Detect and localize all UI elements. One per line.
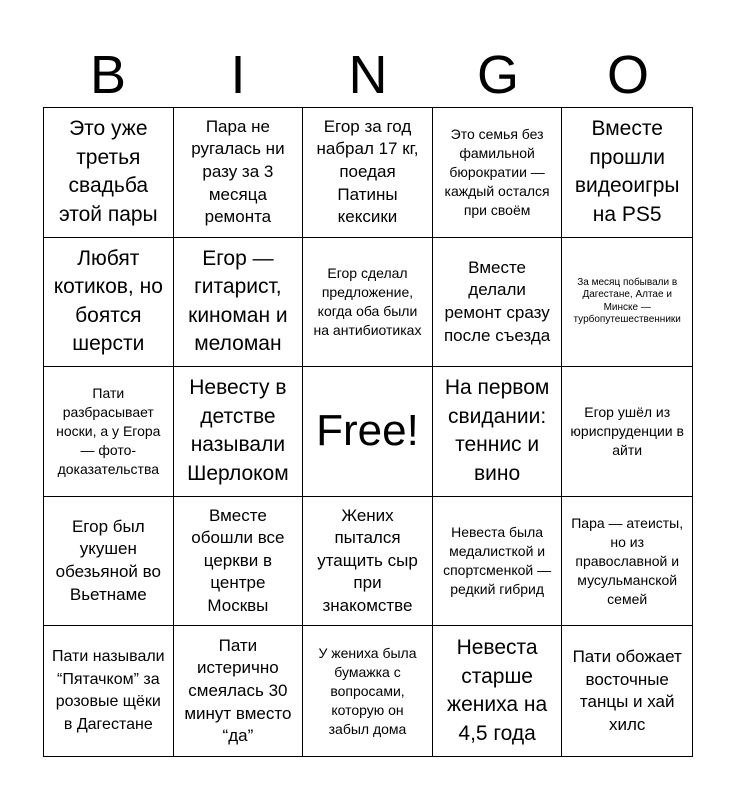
bingo-cell[interactable]: Невесту в детстве называли Шерлоком [174, 367, 304, 497]
bingo-cell[interactable]: Пати истерично смеялась 30 минут вместо “да” [174, 626, 304, 756]
bingo-cell[interactable]: Вместе обошли все церкви в центре Москвы [174, 497, 304, 627]
bingo-cell[interactable]: Егор за год набрал 17 кг, поедая Патины кексики [303, 108, 433, 238]
bingo-cell[interactable]: Егор ушёл из юриспруденции в айти [562, 367, 692, 497]
header-letter-n: N [348, 45, 388, 105]
bingo-cell[interactable]: Невеста старше жениха на 4,5 года [433, 626, 563, 756]
bingo-cell[interactable]: Пара — атеисты, но из православной и мусульманской семей [562, 497, 692, 627]
bingo-cell[interactable]: Егор — гитарист, киноман и меломан [174, 238, 304, 368]
bingo-cell[interactable]: Вместе делали ремонт сразу после съезда [433, 238, 563, 368]
bingo-board [43, 107, 693, 757]
bingo-cell[interactable]: Любят котиков, но боятся шерсти [44, 238, 174, 368]
header-letter-o: O [606, 45, 649, 105]
bingo-cell[interactable]: Пати называли “Пятачком” за розовые щёки в Дагестане [44, 626, 174, 756]
bingo-cell[interactable]: Егор сделал предложение, когда оба были на антибиотиках [303, 238, 433, 368]
bingo-cell[interactable]: На первом свидании: теннис и вино [433, 367, 563, 497]
bingo-cell[interactable]: Пати обожает восточные танцы и хай хилс [572, 646, 682, 734]
bingo-cell[interactable]: Пати разбрасывает носки, а у Егора — фото-доказательства [44, 367, 174, 497]
bingo-header [43, 44, 693, 106]
bingo-cell[interactable]: Пара не ругалась ни разу за 3 месяца ремонта [174, 108, 304, 238]
bingo-cell[interactable]: Егор был укушен обезьяной во Вьетнаме [44, 497, 174, 627]
bingo-cell[interactable]: Вместе прошли видеоигры на PS5 [562, 108, 692, 238]
header-letter-g: G [476, 45, 519, 105]
bingo-cell[interactable]: За месяц побывали в Дагестане, Алтае и Минске — турбопутешественники [562, 238, 692, 368]
header-letter-b: B [89, 45, 127, 105]
bingo-cell[interactable]: Это уже третья свадьба этой пары [44, 108, 174, 238]
bingo-cell[interactable]: Жених пытался утащить сыр при знакомстве [303, 497, 433, 627]
header-letter-i: I [230, 45, 246, 105]
bingo-cell[interactable]: Это семья без фамильной бюрократии — каждый остался при своём [433, 108, 563, 238]
bingo-cell[interactable]: У жениха была бумажка с вопросами, которую он забыл дома [303, 626, 433, 756]
bingo-cell[interactable]: Невеста была медалисткой и спортсменкой — редкий гибрид [433, 497, 563, 627]
free-space-cell[interactable]: Free! [303, 367, 433, 497]
